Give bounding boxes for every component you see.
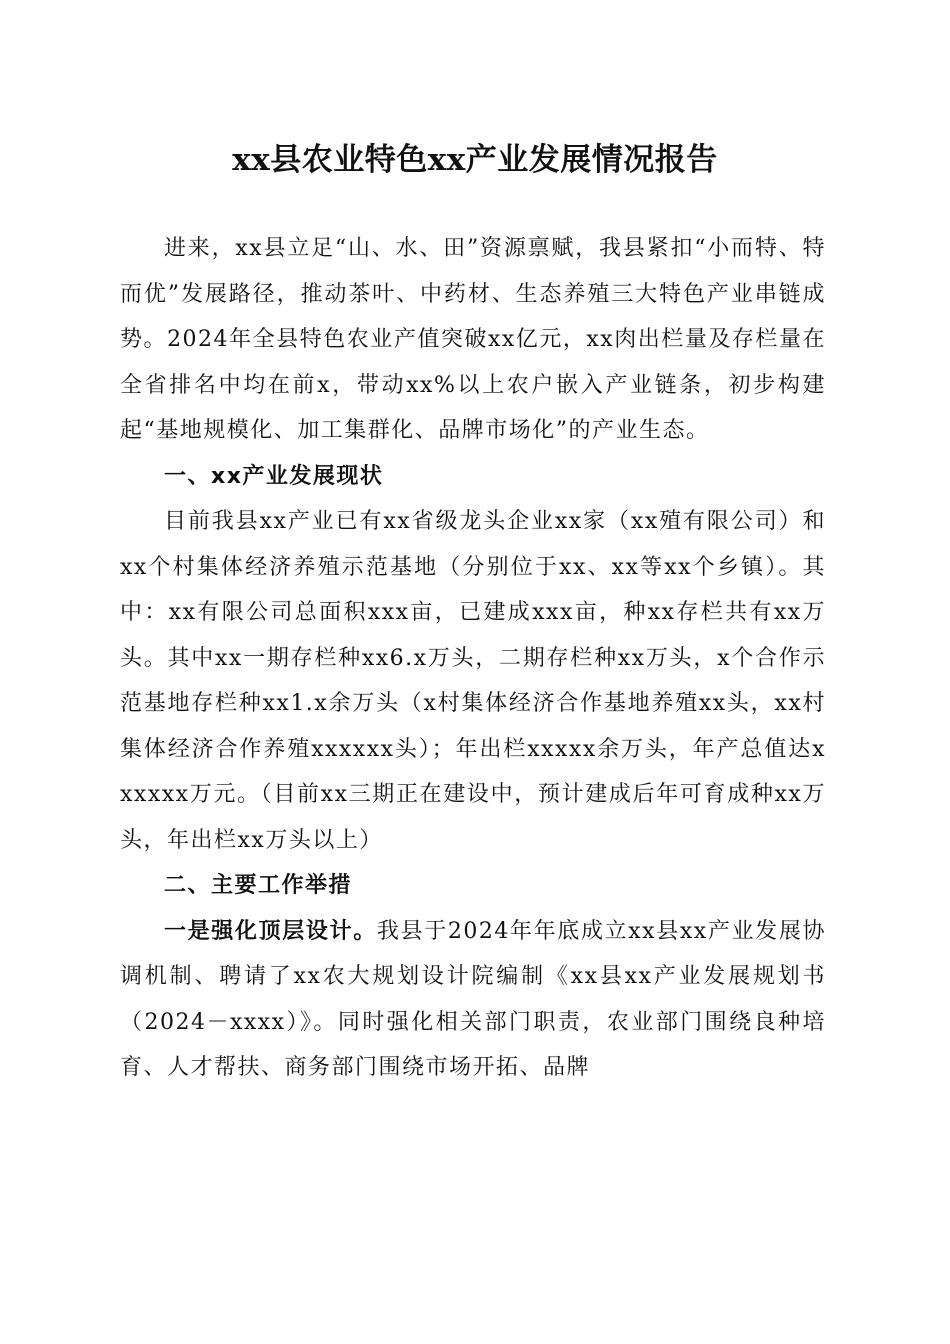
intro-paragraph: 进来，xx县立足“山、水、田”资源禀赋，我县紧扣“小而特、特而优”发展路径，推动茶叶、中药材、生态养殖三大特色产业串链成势。2024年全县特色农业产值突破xx亿元，xx肉出栏量及存栏量在全省排名中均在前x，带动xx%以上农户嵌入产业链条，初步构建起“基地规模化、加工集群化、品牌市场化”的产业生态。 <box>120 236 826 443</box>
document-title: xx县农业特色xx产业发展情况报告 <box>232 142 718 178</box>
section-status-paragraph: 目前我县xx产业已有xx省级龙头企业xx家（xx殖有限公司）和xx个村集体经济养殖示范基地（分别位于xx、xx等xx个乡镇）。其中：xx有限公司总面积xxx亩，已建成xxx亩，种xx存栏共有xx万头。其中xx一期存栏种xx6.x万头，二期存栏种xx万头，x个合作示范基地存栏种xx1.x余万头（x村集体经济合作基地养殖xx头，xx村集体经济合作养殖xxxxxx头）；年出栏xxxxx余万头，年产总值达xxxxxx万元。（目前xx三期正在建设中，预计建成后年可育成种xx万头，年出栏xx万头以上） <box>120 509 826 853</box>
measure-body-text: 我县于2024年年底成立xx县xx产业发展协调机制、聘请了xx农大规划设计院编制《xx县xx产业发展规划书（2024－xxxx）》。同时强化相关部门职责，农业部门围绕良种培育、人才帮扶、商务部门围绕市场开拓、品牌 <box>120 918 826 1080</box>
section-measures-paragraph <box>120 909 826 1091</box>
section-heading-measures: 二、主要工作举措 <box>164 873 353 898</box>
measure-lead-text: 一是强化顶层设计。 <box>164 918 377 944</box>
document-body <box>120 226 826 1091</box>
section-heading-status: 一、xx产业发展现状 <box>164 463 384 489</box>
